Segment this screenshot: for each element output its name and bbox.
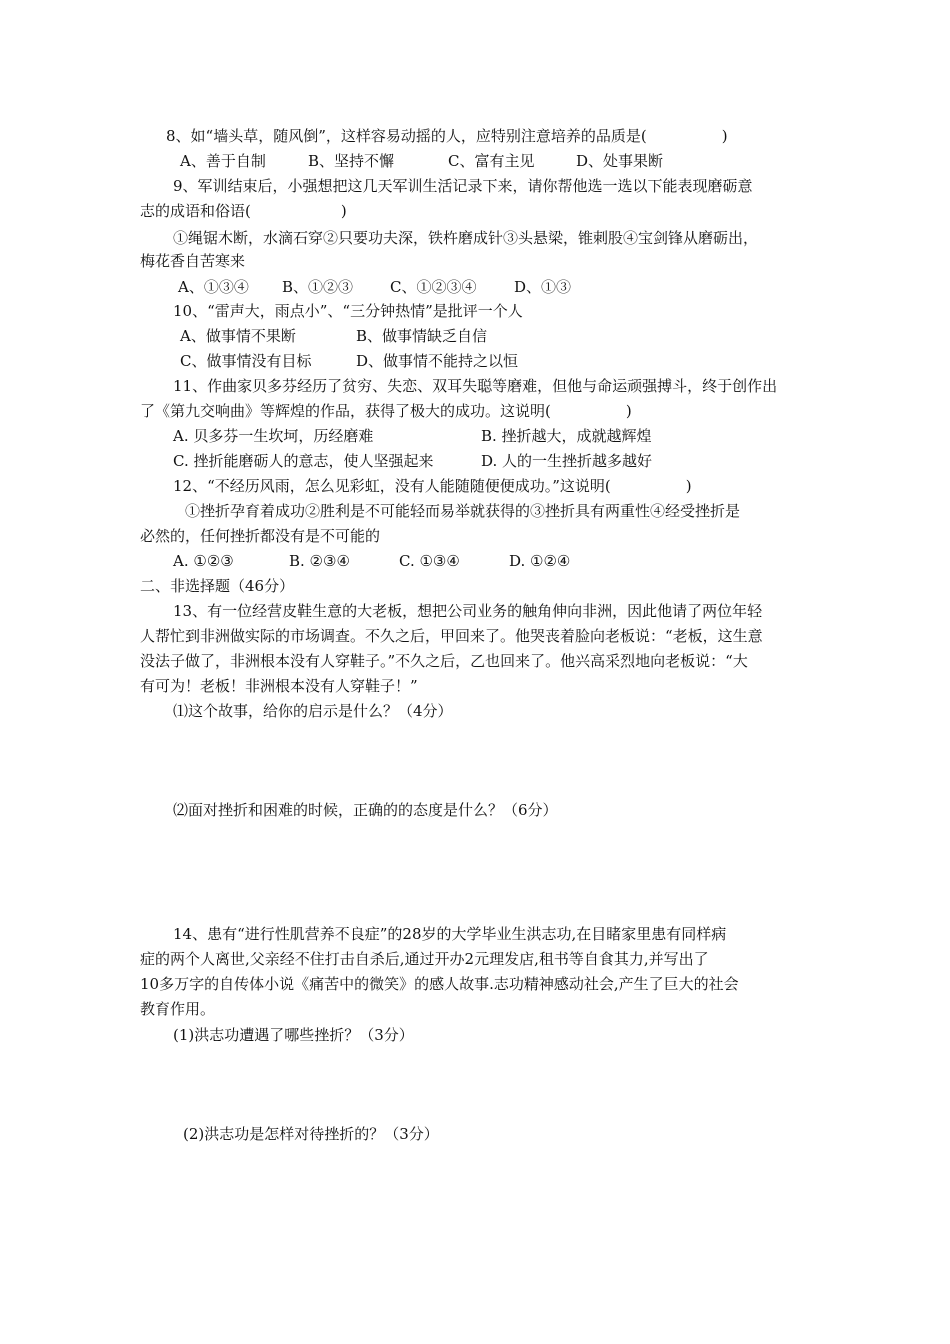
option-b: B. ②③④ <box>289 552 350 570</box>
question-12-stem: 12、“不经历风雨，怎么见彩虹，没有人能随随便便成功。”这说明( ) <box>173 477 692 495</box>
option-c: C、富有主见 <box>448 152 535 170</box>
question-14-subquestion-1: (1)洪志功遭遇了哪些挫折？（3分） <box>173 1026 414 1044</box>
question-10-options-row-1 <box>180 326 680 346</box>
question-8-options <box>180 151 880 171</box>
question-13-subquestion-2: ⑵面对挫折和困难的时候，正确的的态度是什么？（6分） <box>173 801 558 819</box>
question-11-stem-line-1: 11、作曲家贝多芬经历了贫穷、失恋、双耳失聪等磨难，但他与命运顽强搏斗，终于创作出 <box>173 377 778 395</box>
question-12-items-line-2: 必然的，任何挫折都没有是不可能的 <box>140 527 381 545</box>
question-13-line-1: 13、有一位经营皮鞋生意的大老板，想把公司业务的触角伸向非洲，因此他请了两位年轻 <box>173 602 763 620</box>
option-a: A. ①②③ <box>173 552 234 570</box>
question-14-line-3: 10多万字的自传体小说《痛苦中的微笑》的感人故事.志功精神感动社会,产生了巨大的社会 <box>140 975 739 993</box>
question-13-line-3: 没法子做了，非洲根本没有人穿鞋子。”不久之后，乙也回来了。他兴高采烈地向老板说：“大 <box>140 652 748 670</box>
question-11-stem-line-2: 了《第九交响曲》等辉煌的作品，获得了极大的成功。这说明( ) <box>140 402 632 420</box>
option-a: A、善于自制 <box>180 152 266 170</box>
question-11-options-row-2 <box>173 451 773 471</box>
question-10-stem: 10、“雷声大，雨点小”、“三分钟热情”是批评一个人 <box>173 302 523 320</box>
option-a: A、做事情不果断 <box>180 327 296 345</box>
option-d: D. 人的一生挫折越多越好 <box>481 452 653 470</box>
question-8-stem: 8、如“墙头草，随风倒”，这样容易动摇的人，应特别注意培养的品质是( ) <box>166 127 728 145</box>
question-12-items-line-1: ①挫折孕育着成功②胜利是不可能轻而易举就获得的③挫折具有两重性④经受挫折是 <box>185 502 741 520</box>
question-9-stem-line-2: 志的成语和俗语( ) <box>140 202 347 220</box>
option-c: C、做事情没有目标 <box>180 352 312 370</box>
question-12-options <box>173 551 673 571</box>
question-10-options-row-2 <box>180 351 680 371</box>
option-c: C. ①③④ <box>399 552 460 570</box>
question-14-line-2: 症的两个人离世,父亲经不住打击自杀后,通过开办2元理发店,租书等自食其力,并写出了 <box>140 950 709 968</box>
option-c: C、①②③④ <box>390 278 477 296</box>
question-9-items-line-2: 梅花香自苦寒来 <box>140 252 246 270</box>
option-d: D、处事果断 <box>576 152 664 170</box>
question-11-options-row-1 <box>173 426 773 446</box>
question-13-line-2: 人帮忙到非洲做实际的市场调查。不久之后，甲回来了。他哭丧着脸向老板说：“老板，这生意 <box>140 627 763 645</box>
option-b: B、①②③ <box>282 278 354 296</box>
question-14-subquestion-2: (2)洪志功是怎样对待挫折的？（3分） <box>183 1125 439 1143</box>
option-c: C. 挫折能磨砺人的意志，使人坚强起来 <box>173 452 434 470</box>
option-a: A、①③④ <box>178 278 249 296</box>
option-b: B、做事情缺乏自信 <box>356 327 488 345</box>
option-d: D. ①②④ <box>509 552 571 570</box>
question-14-line-1: 14、患有“进行性肌营养不良症”的28岁的大学毕业生洪志功,在目睹家里患有同样病 <box>173 925 727 943</box>
section-2-heading: 二、非选择题（46分） <box>140 577 295 595</box>
option-a: A. 贝多芬一生坎坷，历经磨难 <box>173 427 374 445</box>
option-b: B、坚持不懈 <box>308 152 395 170</box>
question-14-line-4: 教育作用。 <box>140 1000 216 1018</box>
question-9-options <box>178 277 678 297</box>
question-9-stem-line-1: 9、军训结束后，小强想把这几天军训生活记录下来，请你帮他选一选以下能表现磨砺意 <box>173 177 753 195</box>
question-13-subquestion-1: ⑴这个故事，给你的启示是什么？（4分） <box>173 702 453 720</box>
option-b: B. 挫折越大，成就越辉煌 <box>481 427 652 445</box>
option-d: D、①③ <box>514 278 572 296</box>
question-13-line-4: 有可为！老板！非洲根本没有人穿鞋子！” <box>140 677 418 695</box>
question-9-items-line-1: ①绳锯木断，水滴石穿②只要功夫深，铁杵磨成针③头悬梁，锥刺股④宝剑锋从磨砺出， <box>173 229 759 247</box>
option-d: D、做事情不能持之以恒 <box>356 352 519 370</box>
